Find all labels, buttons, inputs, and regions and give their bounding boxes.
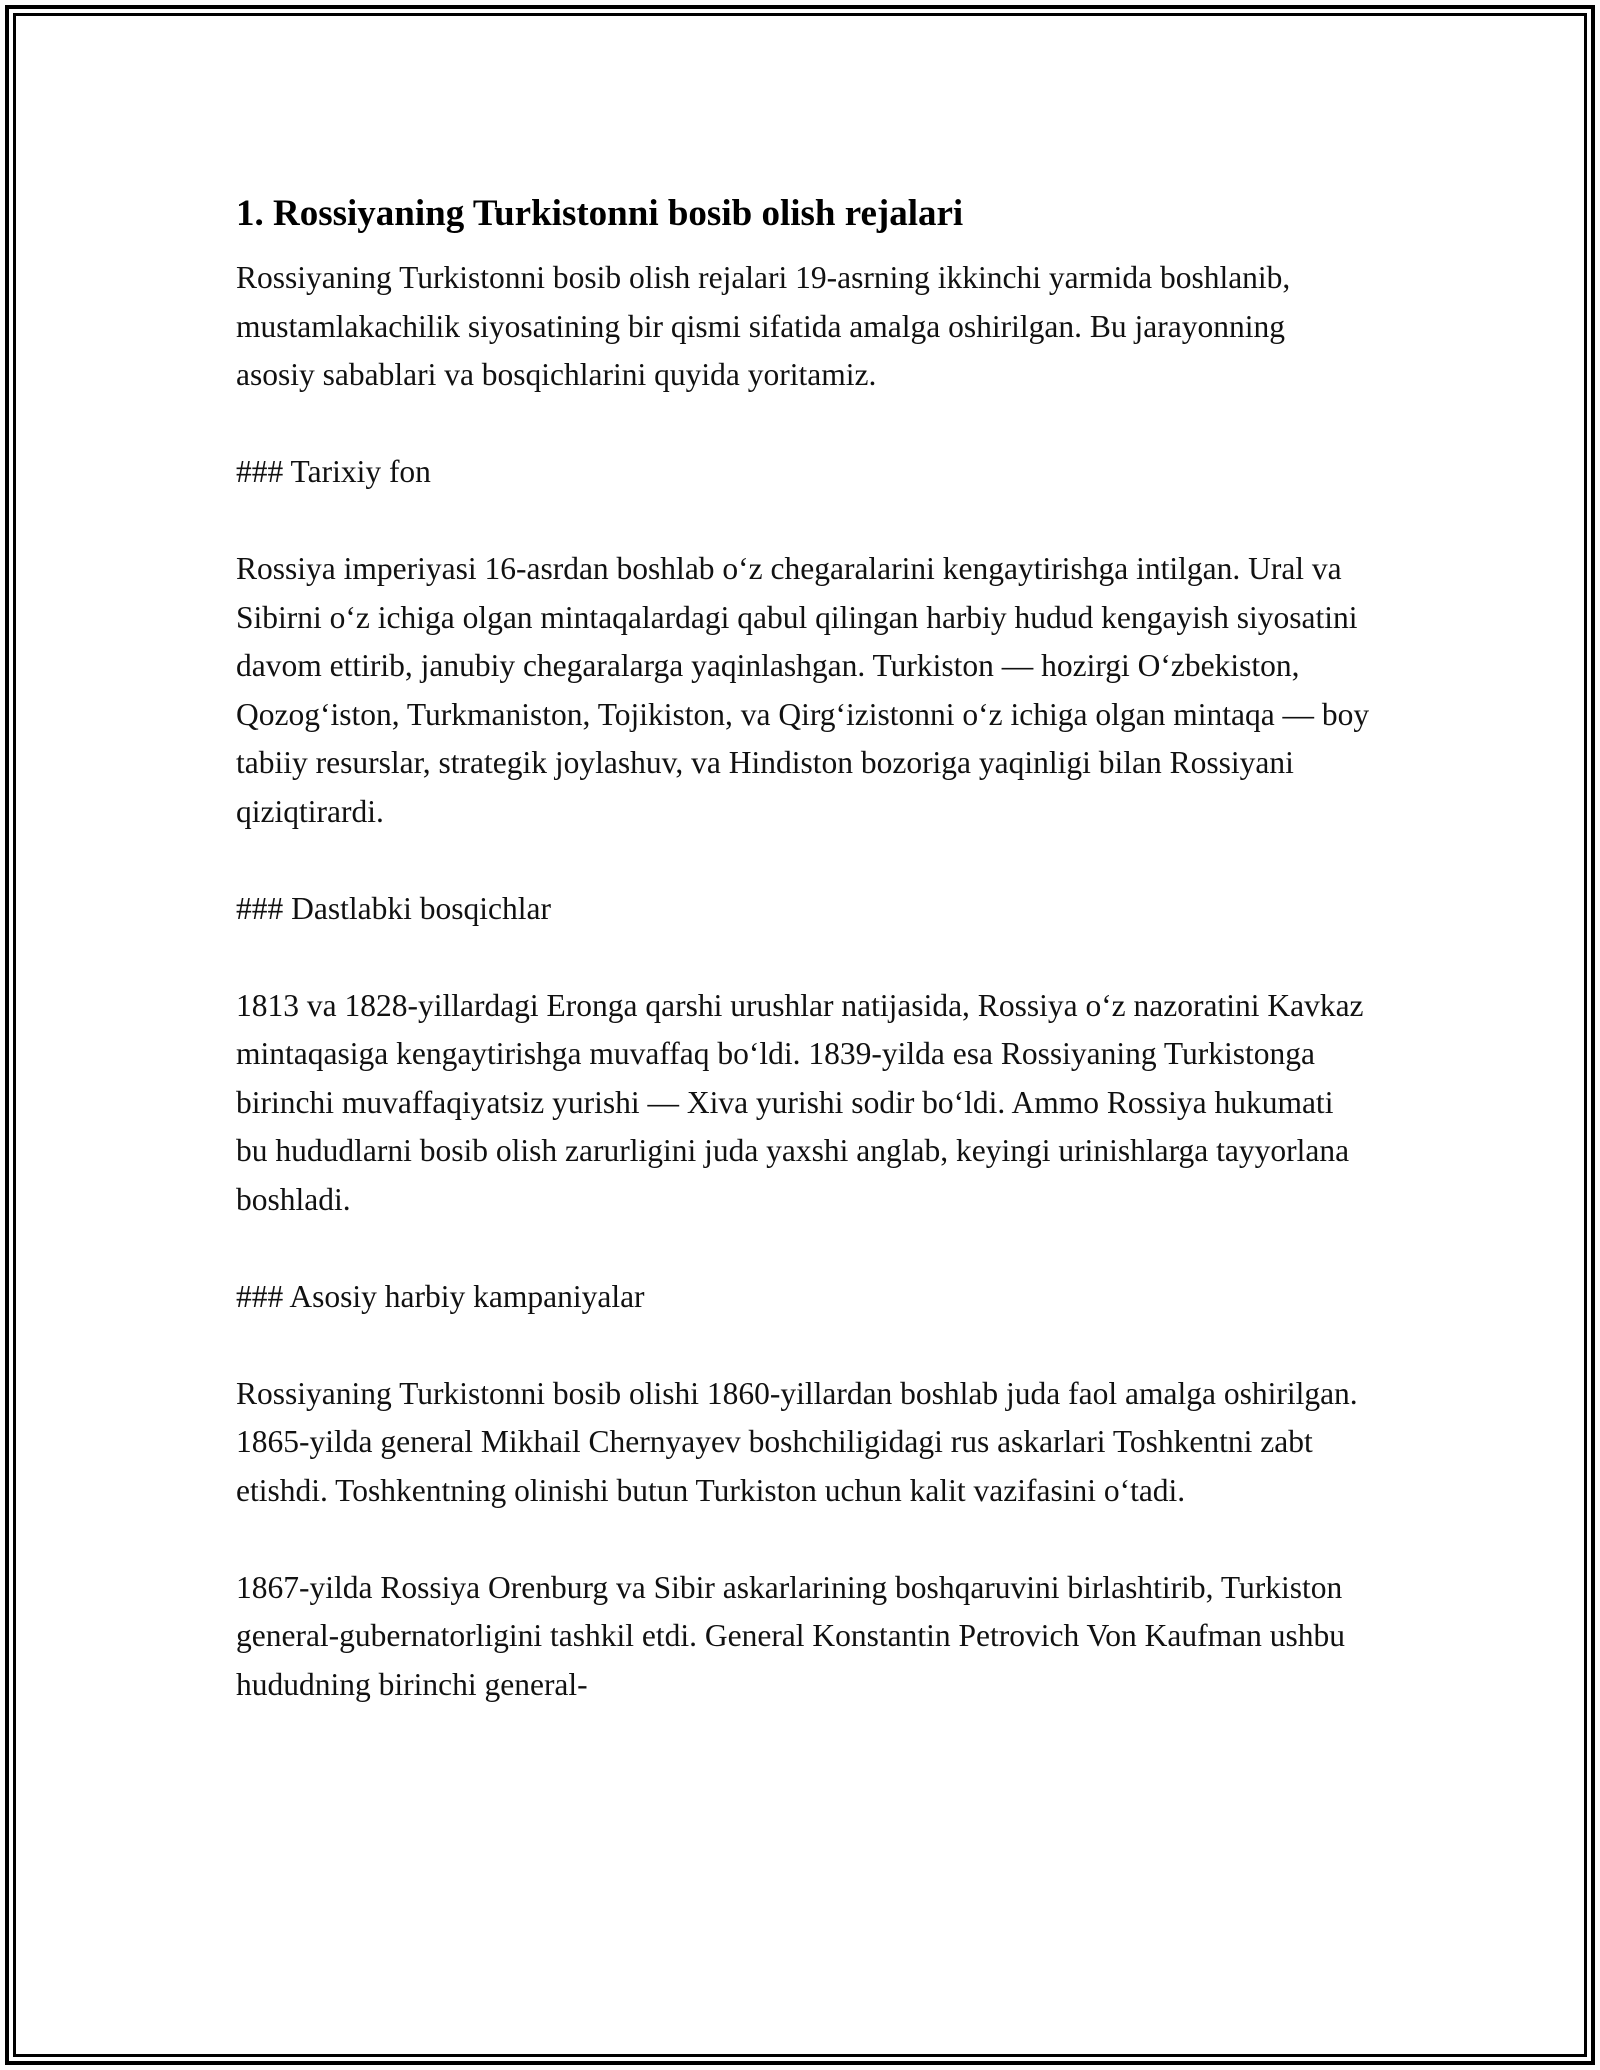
paragraph-kampaniyalar-1: Rossiyaning Turkistonni bosib olishi 1860-yillardan boshlab juda faol amalga oshirilgan. 1865-yilda general Mikhail Chernyayev boshchiligidagi rus askarlari Toshkentni zabt etishdi. Toshkentning olinishi butun Turkiston uchun kalit vazifasini o‘tadi. — [236, 1375, 1358, 1508]
paragraph-kampaniyalar-2: 1867-yilda Rossiya Orenburg va Sibir askarlarining boshqaruvini birlashtirib, Turkiston general-gubernatorligini tashkil etdi. General Konstantin Petrovich Von Kaufman ushbu hududning birinchi general- — [236, 1569, 1345, 1702]
document-body — [236, 186, 1371, 1758]
section-heading-tarixiy-fon: ### Tarixiy fon — [236, 454, 431, 489]
paragraph-dastlabki-bosqichlar: 1813 va 1828-yillardagi Eronga qarshi urushlar natijasida, Rossiya o‘z nazoratini Kavkaz mintaqasiga kengaytirishga muvaffaq bo‘ldi. 1839-yilda esa Rossiyaning Turkistonga birinchi muvaffaqiyatsiz yurishi — Xiva yurishi sodir bo‘ldi. Ammo Rossiya hukumati bu hududlarni bosib olish zarurligini juda yaxshi anglab, keyingi urinishlarga tayyorlana boshladi. — [236, 987, 1364, 1217]
intro-paragraph: Rossiyaning Turkistonni bosib olish rejalari 19-asrning ikkinchi yarmida boshlanib, mustamlakachilik siyosatining bir qismi sifatida amalga oshirilgan. Bu jarayonning asosiy sabablari va bosqichlarini quyida yoritamiz. — [236, 260, 1291, 392]
paragraph-tarixiy-fon: Rossiya imperiyasi 16-asrdan boshlab o‘z chegaralarini kengaytirishga intilgan. Ural va Sibirni o‘z ichiga olgan mintaqalardagi qabul qilingan harbiy hudud kengayish siyosatini davom ettirib, janubiy chegaralarga yaqinlashgan. Turkiston — hozirgi O‘zbekiston, Qozog‘iston, Turkmaniston, Tojikiston, va Qirg‘izistonni o‘z ichiga olgan mintaqa — boy tabiiy resurslar, strategik joylashuv, va Hindiston bozoriga yaqinligi bilan Rossiyani qiziqtirardi. — [236, 551, 1370, 829]
section-heading-asosiy-harbiy-kampaniyalar: ### Asosiy harbiy kampaniyalar — [236, 1278, 645, 1314]
section-heading-dastlabki-bosqichlar: ### Dastlabki bosqichlar — [236, 890, 551, 926]
document-title: 1. Rossiyaning Turkistonni bosib olish rejalari — [236, 193, 964, 234]
